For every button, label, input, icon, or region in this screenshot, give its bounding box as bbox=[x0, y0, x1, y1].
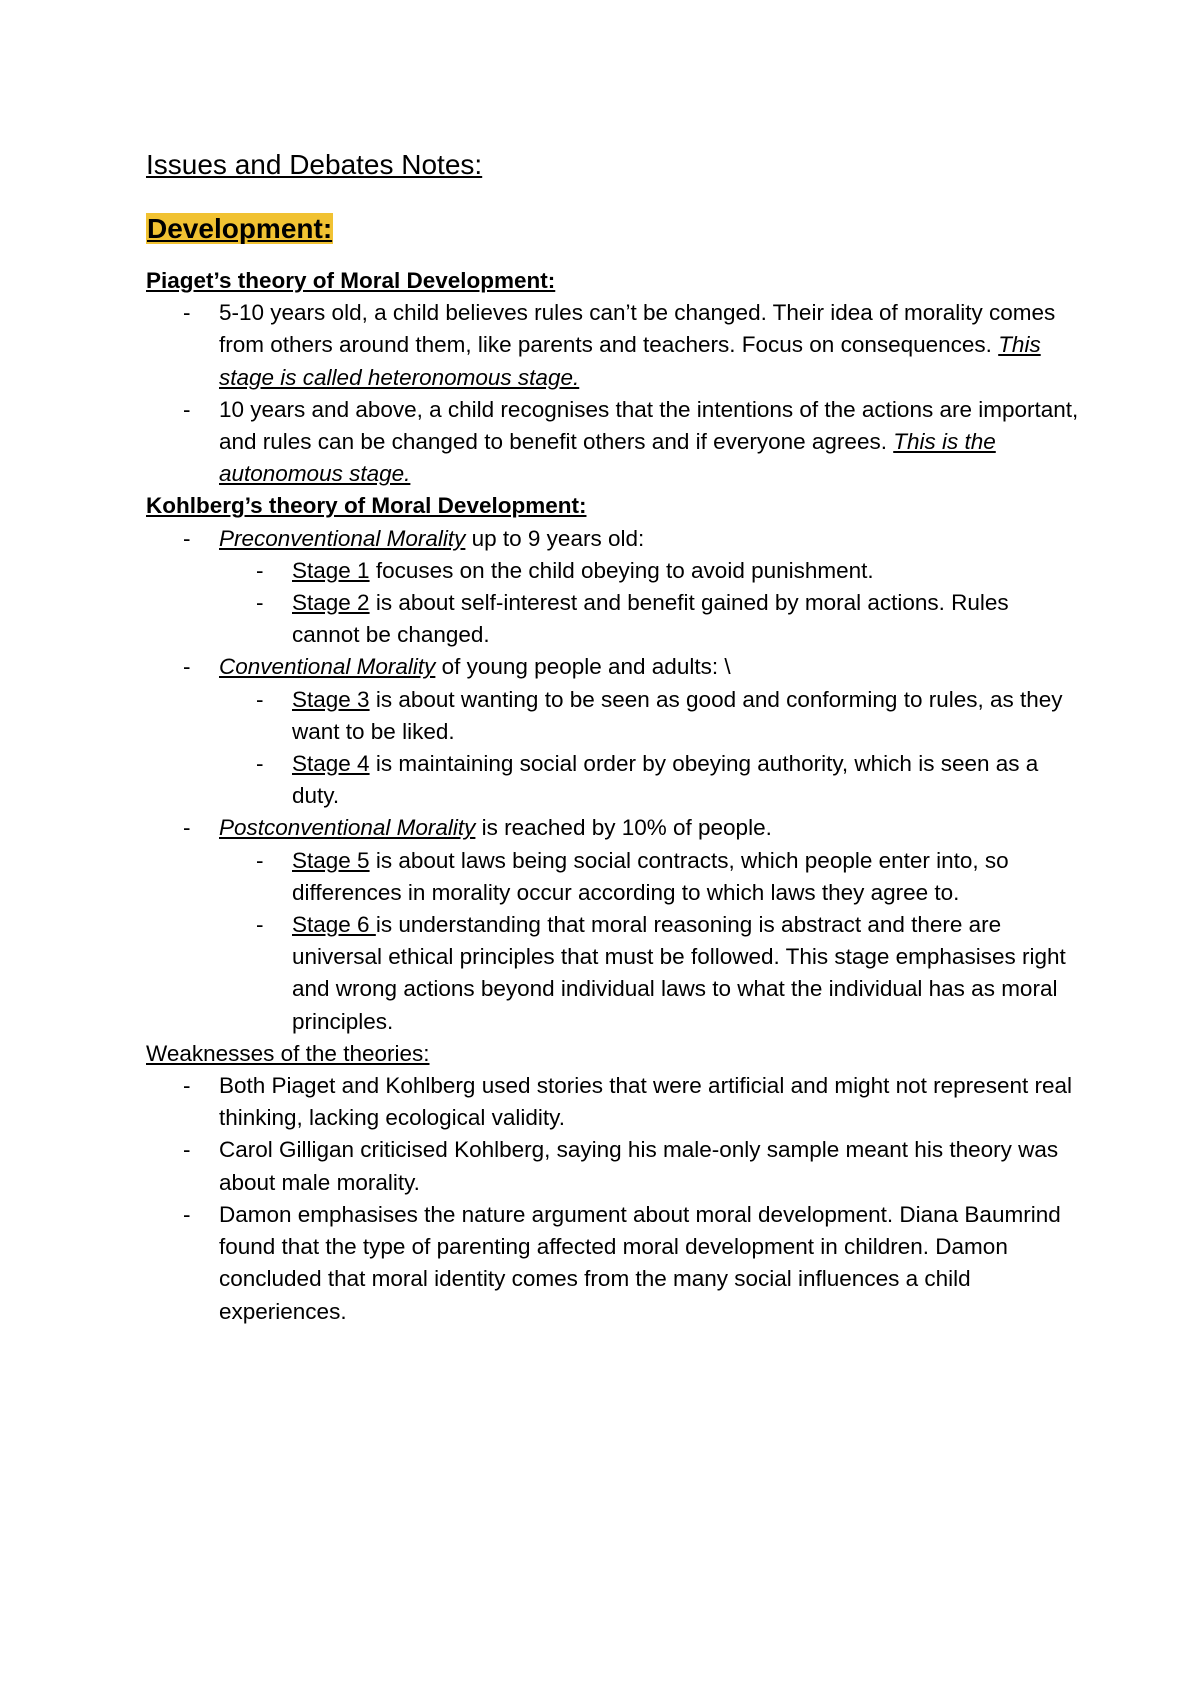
level-name: Postconventional Morality bbox=[219, 815, 476, 841]
stage-label: Stage 3 bbox=[292, 686, 370, 712]
bullet-dash: - bbox=[183, 525, 191, 551]
list-item-stage-1 bbox=[219, 555, 1081, 587]
stage-text: is maintaining social order by obeying authority, which is seen as a duty. bbox=[292, 751, 1039, 809]
list-item-text: Damon emphasises the nature argument about moral development. Diana Baumrind found that the type of parenting affected moral development in children. Damon concluded that moral identity comes from the many social influences a child experiences. bbox=[219, 1201, 1061, 1324]
list-item bbox=[146, 394, 1081, 491]
stage-label: Stage 2 bbox=[292, 590, 370, 616]
bullet-dash: - bbox=[256, 912, 264, 938]
bullet-dash: - bbox=[256, 686, 264, 712]
stage-label: Stage 6 bbox=[292, 912, 376, 938]
list-item-stage-2 bbox=[219, 587, 1081, 651]
stage-list bbox=[219, 555, 1081, 652]
level-name: Conventional Morality bbox=[219, 654, 436, 680]
heading-weaknesses: Weaknesses of the theories: bbox=[146, 1040, 430, 1066]
list-item bbox=[146, 1134, 1081, 1198]
bullet-dash: - bbox=[183, 300, 191, 326]
bullet-dash: - bbox=[183, 396, 191, 422]
bullet-dash: - bbox=[256, 557, 264, 583]
stage-text: is understanding that moral reasoning is abstract and there are universal ethical principles that must be followed. This stage emphasises right and wrong actions beyond individual laws to what the individual has as moral principles. bbox=[292, 912, 1066, 1034]
page-title: Issues and Debates Notes: bbox=[146, 149, 483, 180]
list-item bbox=[146, 1070, 1081, 1134]
list-item-preconventional bbox=[146, 523, 1081, 652]
bullet-dash: - bbox=[183, 1201, 191, 1227]
bullet-dash: - bbox=[256, 590, 264, 616]
list-item bbox=[146, 297, 1081, 394]
list-item-postconventional bbox=[146, 812, 1081, 1037]
stage-list bbox=[219, 845, 1081, 1038]
list-item-text: Both Piaget and Kohlberg used stories that were artificial and might not represent real thinking, lacking ecological validity. bbox=[219, 1073, 1072, 1131]
level-description: up to 9 years old: bbox=[465, 525, 645, 551]
heading-piaget: Piaget’s theory of Moral Development: bbox=[146, 268, 556, 293]
bullet-dash: - bbox=[256, 751, 264, 777]
stage-label: Stage 4 bbox=[292, 751, 370, 777]
stage-list bbox=[219, 684, 1081, 813]
list-item-text: 5-10 years old, a child believes rules can’t be changed. Their idea of morality comes from others around them, like parents and teachers. Focus on consequences. bbox=[219, 300, 1056, 358]
level-description: of young people and adults: \ bbox=[435, 654, 731, 680]
bullet-dash: - bbox=[183, 1073, 191, 1099]
highlighted-text: Development: bbox=[147, 213, 333, 244]
piaget-list bbox=[146, 297, 1081, 490]
bullet-dash: - bbox=[256, 847, 264, 873]
list-item-text: 10 years and above, a child recognises that the intentions of the actions are important, and rules can be changed to benefit others and if everyone agrees. bbox=[219, 396, 1079, 455]
list-item bbox=[146, 1199, 1081, 1328]
section-heading-development bbox=[146, 209, 1081, 249]
stage-label: Stage 1 bbox=[292, 557, 370, 583]
list-item-stage-4 bbox=[219, 748, 1081, 812]
stage-emphasis: This stage is called heteronomous stage. bbox=[219, 332, 1041, 390]
heading-kohlberg: Kohlberg’s theory of Moral Development: bbox=[146, 493, 587, 519]
bullet-dash: - bbox=[183, 815, 191, 841]
stage-emphasis: This is the autonomous stage. bbox=[219, 429, 996, 487]
weaknesses-list bbox=[146, 1070, 1081, 1328]
kohlberg-list bbox=[146, 523, 1081, 1038]
list-item-stage-3 bbox=[219, 684, 1081, 748]
level-description: is reached by 10% of people. bbox=[475, 815, 772, 841]
document-body bbox=[146, 145, 1081, 1328]
list-item-conventional bbox=[146, 651, 1081, 812]
bullet-dash: - bbox=[183, 654, 191, 680]
stage-text: is about self-interest and benefit gained by moral actions. Rules cannot be changed. bbox=[292, 590, 1009, 648]
list-item-stage-5 bbox=[219, 845, 1081, 909]
stage-text: focuses on the child obeying to avoid punishment. bbox=[369, 557, 874, 583]
list-item-text: Carol Gilligan criticised Kohlberg, saying his male-only sample meant his theory was about male morality. bbox=[219, 1137, 1059, 1195]
stage-label: Stage 5 bbox=[292, 847, 370, 873]
bullet-dash: - bbox=[183, 1137, 191, 1163]
stage-text: is about wanting to be seen as good and conforming to rules, as they want to be liked. bbox=[292, 686, 1063, 744]
list-item-stage-6 bbox=[219, 909, 1081, 1038]
stage-text: is about laws being social contracts, which people enter into, so differences in morality occur according to which laws they agree to. bbox=[292, 847, 1009, 905]
level-name: Preconventional Morality bbox=[219, 525, 466, 551]
